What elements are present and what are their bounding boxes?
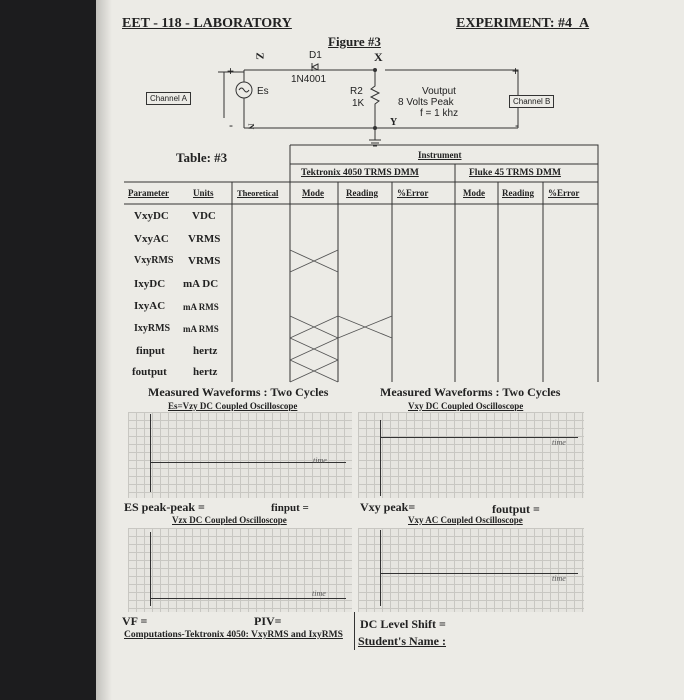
left2-x-axis bbox=[150, 598, 346, 599]
col-theoretical: Theoretical bbox=[237, 188, 279, 198]
left-scope-grid bbox=[128, 412, 352, 498]
bottom-divider bbox=[354, 612, 355, 650]
table-row-unit: VRMS bbox=[188, 255, 221, 267]
left2-waveform-sub: Vzx DC Coupled Oscilloscope bbox=[172, 515, 287, 525]
right-time-label: time bbox=[552, 438, 566, 447]
experiment-title: EXPERIMENT: #4_A bbox=[456, 16, 590, 31]
channel-a-minus: - bbox=[229, 118, 233, 132]
table-row-param: VxyAC bbox=[134, 233, 169, 245]
right2-y-axis bbox=[380, 530, 381, 606]
col-mode-tek: Mode bbox=[302, 188, 324, 198]
vxy-peak: Vxy peak= bbox=[360, 500, 416, 514]
table-row-param: VxyRMS bbox=[134, 255, 174, 266]
finput-label: finput = bbox=[271, 502, 309, 514]
channel-b-plus: + bbox=[512, 64, 520, 78]
node-n-label: N bbox=[246, 123, 256, 130]
right-scope-grid bbox=[358, 412, 584, 498]
table-row-param: IxyAC bbox=[134, 300, 166, 312]
right-waveform-title: Measured Waveforms : Two Cycles bbox=[380, 385, 561, 399]
node-y-label: Y bbox=[390, 117, 398, 128]
col-reading-tek: Reading bbox=[346, 188, 379, 198]
channel-b-minus: - bbox=[515, 118, 519, 132]
table-row-param: VxyDC bbox=[134, 210, 169, 222]
vout-freq-label: f = 1 khz bbox=[420, 108, 459, 119]
table-row-unit: hertz bbox=[193, 345, 218, 357]
figure-title: Figure #3 bbox=[328, 34, 381, 49]
table-row-param: IxyDC bbox=[134, 278, 166, 290]
left2-y-axis bbox=[150, 532, 151, 606]
left2-scope-grid bbox=[128, 528, 352, 612]
computations-label: Computations-Tektronix 4050: VxyRMS and IxyRMS bbox=[124, 630, 343, 640]
diode-part-label: 1N4001 bbox=[291, 74, 327, 85]
dc-level-shift: DC Level Shift = bbox=[360, 617, 446, 631]
col-reading-fluke: Reading bbox=[502, 188, 535, 198]
es-peak-peak: ES peak-peak = bbox=[124, 500, 205, 514]
tektronix-header: Tektronix 4050 TRMS DMM bbox=[301, 168, 419, 178]
vout-peak-label: 8 Volts Peak bbox=[398, 97, 454, 108]
left-y-axis bbox=[150, 414, 151, 492]
right2-time-label: time bbox=[552, 574, 566, 583]
table-title: Table: #3 bbox=[176, 150, 228, 165]
right2-waveform-sub: Vxy AC Coupled Oscilloscope bbox=[408, 515, 523, 525]
piv-label: PIV= bbox=[254, 614, 282, 628]
right2-scope-grid bbox=[358, 528, 584, 612]
right-y-axis bbox=[380, 420, 381, 496]
instrument-header: Instrument bbox=[418, 150, 462, 160]
table-row-unit: VRMS bbox=[188, 233, 221, 245]
course-title: EET - 118 - LABORATORY bbox=[122, 16, 292, 31]
left-waveform-title: Measured Waveforms : Two Cycles bbox=[148, 385, 329, 399]
table-row-param: finput bbox=[136, 345, 165, 357]
vout-label: Voutput bbox=[422, 86, 456, 97]
right-x-axis bbox=[380, 437, 578, 438]
left-waveform-sub: Es=Vzy DC Coupled Oscilloscope bbox=[168, 401, 298, 411]
right-waveform-sub: Vxy DC Coupled Oscilloscope bbox=[408, 401, 524, 411]
table-row-unit: VDC bbox=[192, 210, 216, 222]
table-row-unit: hertz bbox=[193, 366, 218, 378]
node-z-label: Z bbox=[253, 52, 266, 60]
table-row-param: foutput bbox=[132, 366, 167, 378]
table-row-unit: mA DC bbox=[183, 278, 219, 290]
col-error-fluke: %Error bbox=[548, 188, 580, 198]
channel-a-box: Channel A bbox=[146, 92, 191, 105]
table-row-unit: mA RMS bbox=[183, 324, 219, 334]
col-error-tek: %Error bbox=[397, 188, 429, 198]
channel-b-box: Channel B bbox=[509, 95, 554, 108]
d1-label: D1 bbox=[309, 50, 322, 61]
source-label: Es bbox=[257, 86, 269, 97]
col-mode-fluke: Mode bbox=[463, 188, 485, 198]
col-parameter: Parameter bbox=[128, 188, 169, 198]
fluke-header: Fluke 45 TRMS DMM bbox=[469, 168, 561, 178]
table-row-param: IxyRMS bbox=[134, 323, 171, 334]
vf-label: VF = bbox=[122, 614, 148, 628]
r2-label: R2 bbox=[350, 86, 363, 97]
left2-time-label: time bbox=[312, 589, 326, 598]
channel-a-plus: + bbox=[227, 64, 235, 78]
col-units: Units bbox=[193, 188, 214, 198]
foutput-label: foutput = bbox=[492, 502, 540, 516]
student-name-label: Student's Name : bbox=[358, 634, 447, 648]
left-time-label: time bbox=[313, 456, 327, 465]
right2-x-axis bbox=[380, 573, 578, 574]
node-x-label: X bbox=[374, 50, 383, 64]
table-row-unit: mA RMS bbox=[183, 302, 219, 312]
r2-value-label: 1K bbox=[352, 98, 365, 109]
